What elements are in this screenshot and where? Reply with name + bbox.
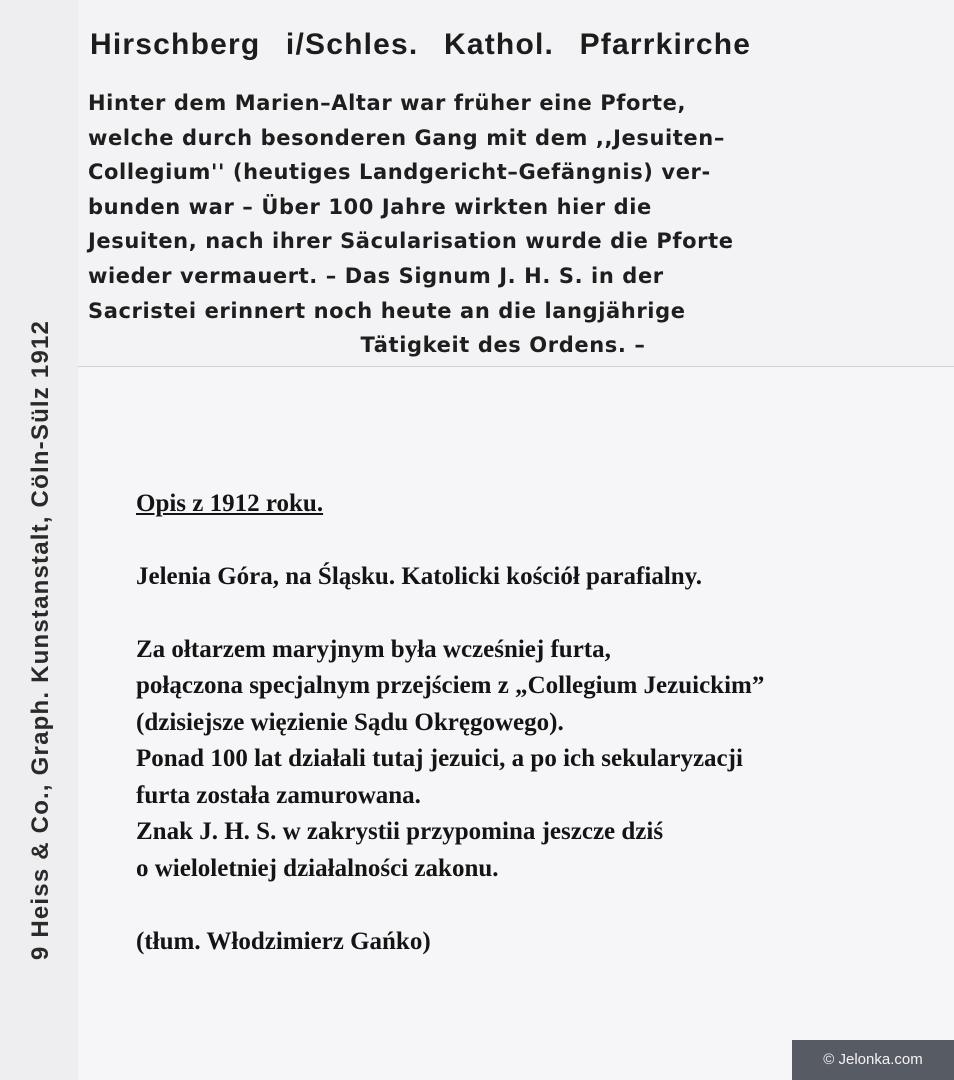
polish-line: furta została zamurowana.: [136, 781, 421, 809]
german-line: Hinter dem Marien–Altar war früher eine Pforte,: [88, 91, 687, 115]
publisher-spine: [0, 0, 78, 1080]
german-caption-card: [78, 0, 954, 367]
polish-subtitle: Jelenia Góra, na Śląsku. Katolicki kościół parafialny.: [136, 562, 703, 590]
polish-line: o wieloletniej działalności zakonu.: [136, 854, 499, 882]
german-line: wieder vermauert. – Das Signum J. H. S. in der: [88, 263, 664, 288]
german-line: Sacristei erinnert noch heute an die langjährige: [88, 298, 686, 323]
german-description: [88, 86, 918, 363]
german-line: Tätigkeit des Ordens. –: [360, 333, 646, 358]
german-line: welche durch besonderen Gang mit dem ,,Jesuiten–: [88, 125, 725, 150]
german-line: Collegium'' (heutiges Landgericht–Gefängnis) ver-: [88, 160, 711, 185]
polish-heading: Opis z 1912 roku.: [136, 490, 324, 517]
german-line: bunden war – Über 100 Jahre wirkten hier die: [88, 194, 652, 219]
paragraph-gap: [136, 887, 936, 924]
translator-credit: (tłum. Włodzimierz Gańko): [136, 927, 431, 955]
polish-line: Ponad 100 lat działali tutaj jezuici, a po ich sekularyzacji: [136, 745, 743, 772]
publisher-imprint: 9 Heiss & Co., Graph. Kunstanstalt, Cöln-Sülz 1912: [27, 319, 54, 961]
paragraph-gap: [136, 595, 936, 632]
polish-line: Za ołtarzem maryjnym była wcześniej furta,: [136, 635, 611, 663]
polish-line: Znak J. H. S. w zakrystii przypomina jeszcze dziś: [136, 818, 664, 845]
polish-line: połączona specjalnym przejściem z „Collegium Jezuickim”: [136, 672, 765, 699]
polish-translation: [136, 486, 936, 960]
german-line: Jesuiten, nach ihrer Säcularisation wurde die Pforte: [88, 229, 734, 254]
polish-line: (dzisiejsze więzienie Sądu Okręgowego).: [136, 708, 564, 736]
site-watermark: © Jelonka.com: [792, 1040, 954, 1080]
german-title: Hirschberg i/Schles. Kathol. Pfarrkirche: [90, 28, 752, 61]
